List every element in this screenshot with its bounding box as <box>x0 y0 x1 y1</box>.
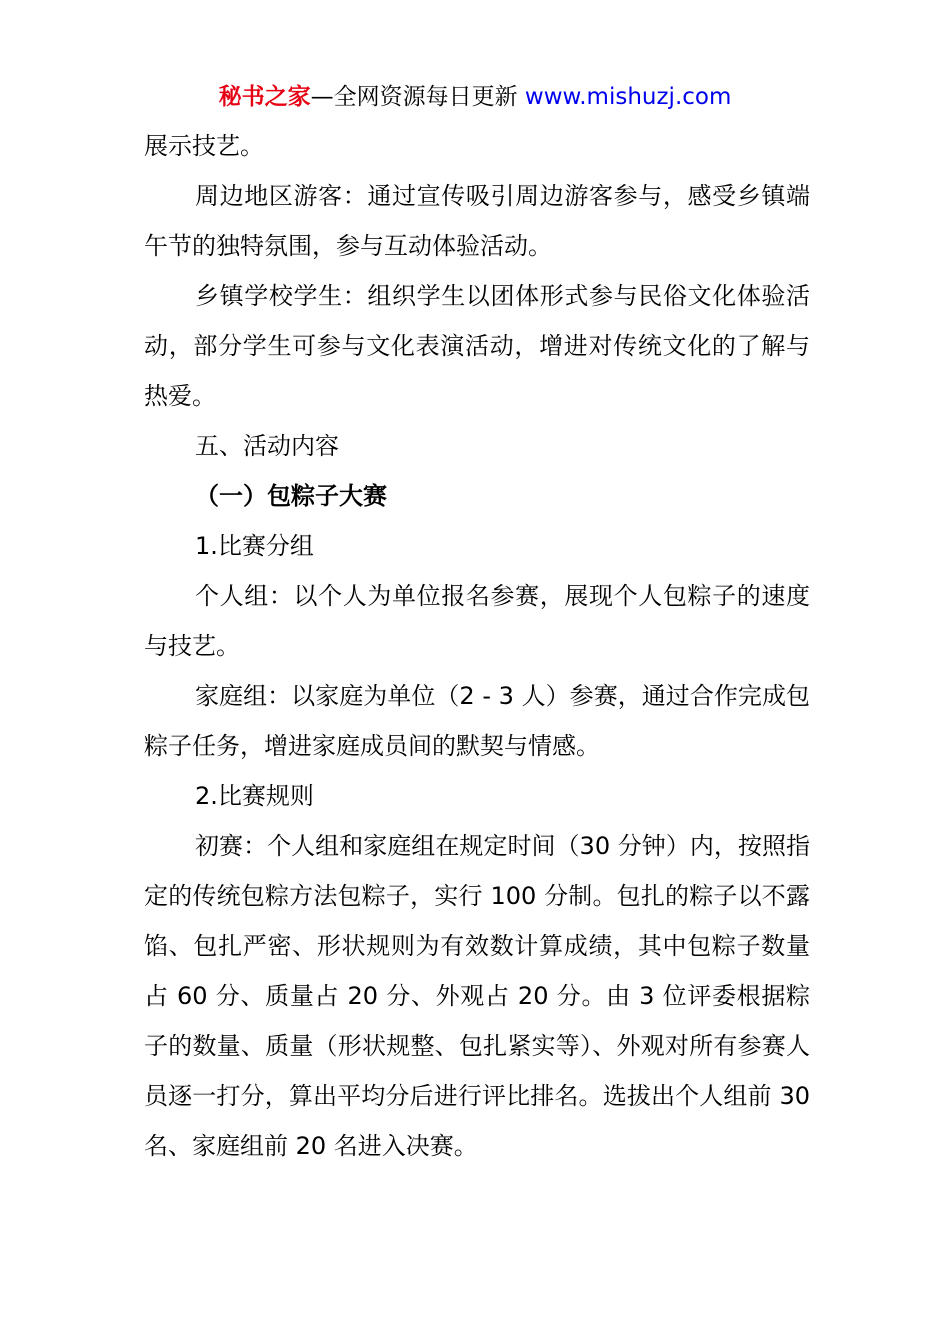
paragraph-students: 乡镇学校学生：组织学生以团体形式参与民俗文化体验活动，部分学生可参与文化表演活动，增进对传统文化的了解与热爱。 <box>144 282 810 410</box>
paragraph-tourists: 周边地区游客：通过宣传吸引周边游客参与，感受乡镇端午节的独特氛围，参与互动体验活动。 <box>144 182 810 260</box>
paragraph-individual-group: 个人组：以个人为单位报名参赛，展现个人包粽子的速度与技艺。 <box>144 582 810 660</box>
paragraph-preliminary-round: 初赛：个人组和家庭组在规定时间（30 分钟）内，按照指定的传统包粽方法包粽子，实行 100 分制。包扎的粽子以不露馅、包扎严密、形状规则为有效数计算成绩，其中包粽子数量占 60 分、质量占 20 分、外观占 20 分。由 3 位评委根据粽子的数量、质量（形状规整、包扎紧实等）、外观对所有参赛人员逐一打分，算出平均分后进行评比排名。选拔出个人组前 30 名、家庭组前 20 名进入决赛。 <box>144 832 810 1160</box>
site-url-link[interactable]: www.mishuzj.com <box>524 84 732 110</box>
document-body <box>144 121 810 1171</box>
section-heading-activity-content: 五、活动内容 <box>195 432 339 460</box>
site-slogan: —全网资源每日更新 <box>310 84 525 110</box>
paragraph-continuation: 展示技艺。 <box>144 132 264 160</box>
site-brand: 秘书之家 <box>218 84 311 110</box>
subsection-heading-zongzi-contest: （一）包粽子大赛 <box>195 482 387 510</box>
item-heading-groups: 1.比赛分组 <box>195 532 314 560</box>
page-header <box>0 82 950 112</box>
item-heading-rules: 2.比赛规则 <box>195 782 314 810</box>
paragraph-family-group: 家庭组：以家庭为单位（2 - 3 人）参赛，通过合作完成包粽子任务，增进家庭成员间的默契与情感。 <box>144 682 810 760</box>
